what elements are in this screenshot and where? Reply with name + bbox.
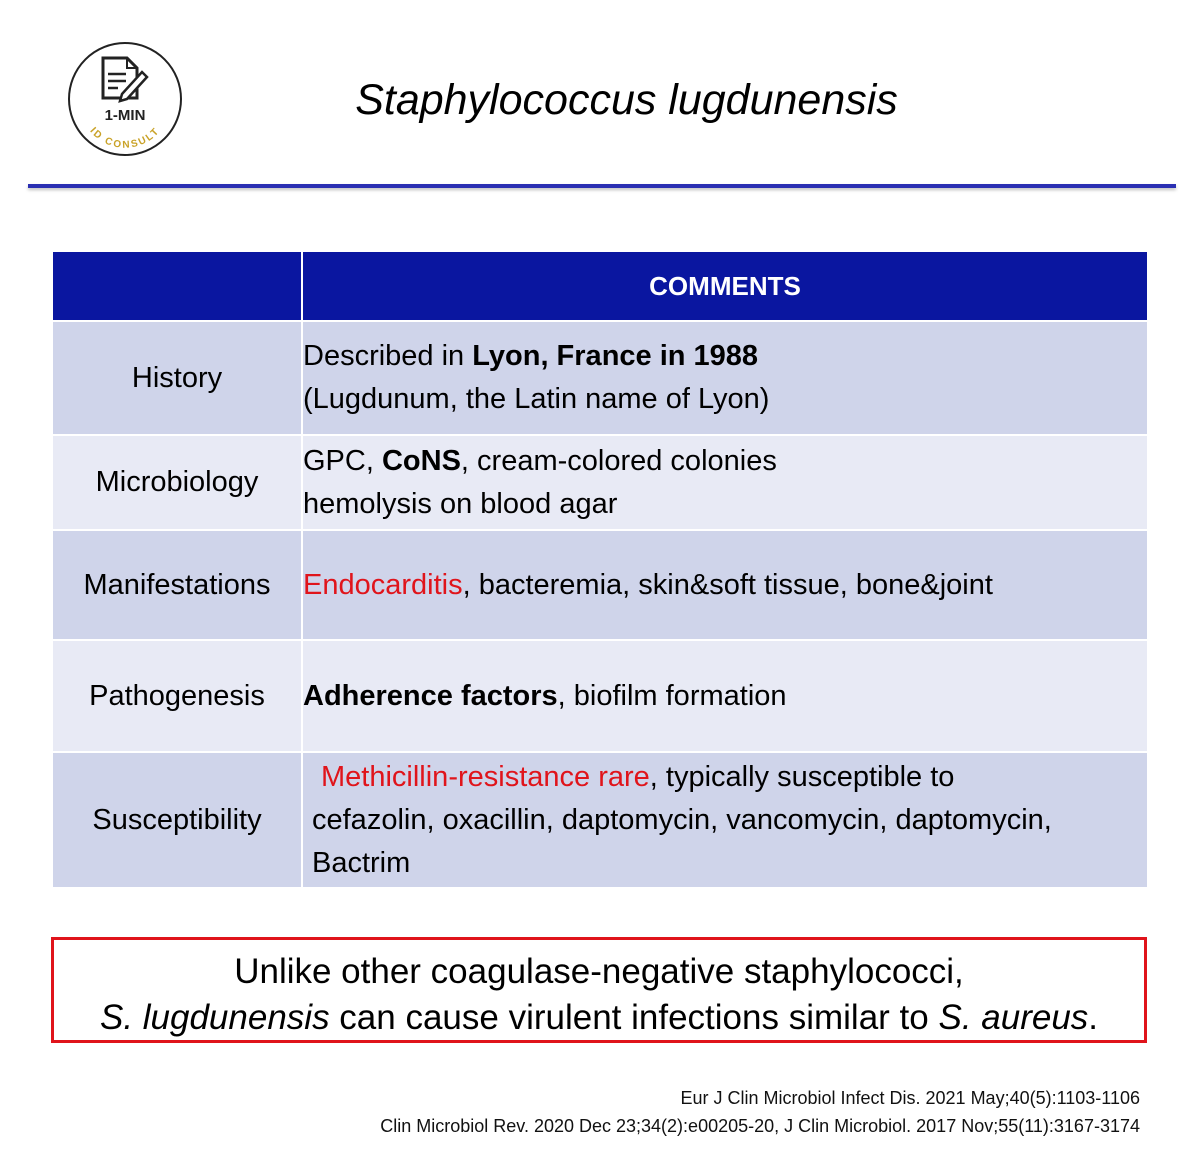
header-empty-cell (52, 251, 302, 321)
table-row (52, 530, 1148, 640)
references (380, 1084, 1140, 1140)
table-row (52, 321, 1148, 435)
title-divider (28, 184, 1176, 188)
table-row (52, 752, 1148, 888)
info-table (51, 250, 1149, 889)
row-label: Microbiology (52, 435, 302, 530)
logo-arc-text: ID CONSULT (87, 125, 163, 151)
row-content: GPC, CoNS, cream-colored colonies hemolysis on blood agar (302, 435, 1148, 530)
logo-text: 1-MIN (104, 107, 146, 124)
reference: Eur J Clin Microbiol Infect Dis. 2021 May;40(5):1103-1106 (680, 1088, 1140, 1108)
table-header-row (52, 251, 1148, 321)
row-label: Susceptibility (52, 752, 302, 888)
table-row (52, 435, 1148, 530)
row-label: History (52, 321, 302, 435)
key-point-callout: Unlike other coagulase-negative staphylococci, S. lugdunensis can cause virulent infections similar to S. aureus. (51, 937, 1147, 1043)
header-comments: COMMENTS (302, 251, 1148, 321)
table-row (52, 640, 1148, 752)
row-label: Manifestations (52, 530, 302, 640)
row-content: Described in Lyon, France in 1988 (Lugdunum, the Latin name of Lyon) (302, 321, 1148, 435)
page-title: Staphylococcus lugdunensis (355, 76, 898, 124)
row-content: Adherence factors, biofilm formation (302, 640, 1148, 752)
row-content: Endocarditis, bacteremia, skin&soft tissue, bone&joint (302, 530, 1148, 640)
reference: Clin Microbiol Rev. 2020 Dec 23;34(2):e00205-20, J Clin Microbiol. 2017 Nov;55(11):3167-3174 (380, 1116, 1140, 1136)
row-content: Methicillin-resistance rare, typically susceptible to cefazolin, oxacillin, daptomycin, vancomycin, daptomycin, Bactrim (302, 752, 1148, 888)
row-label: Pathogenesis (52, 640, 302, 752)
